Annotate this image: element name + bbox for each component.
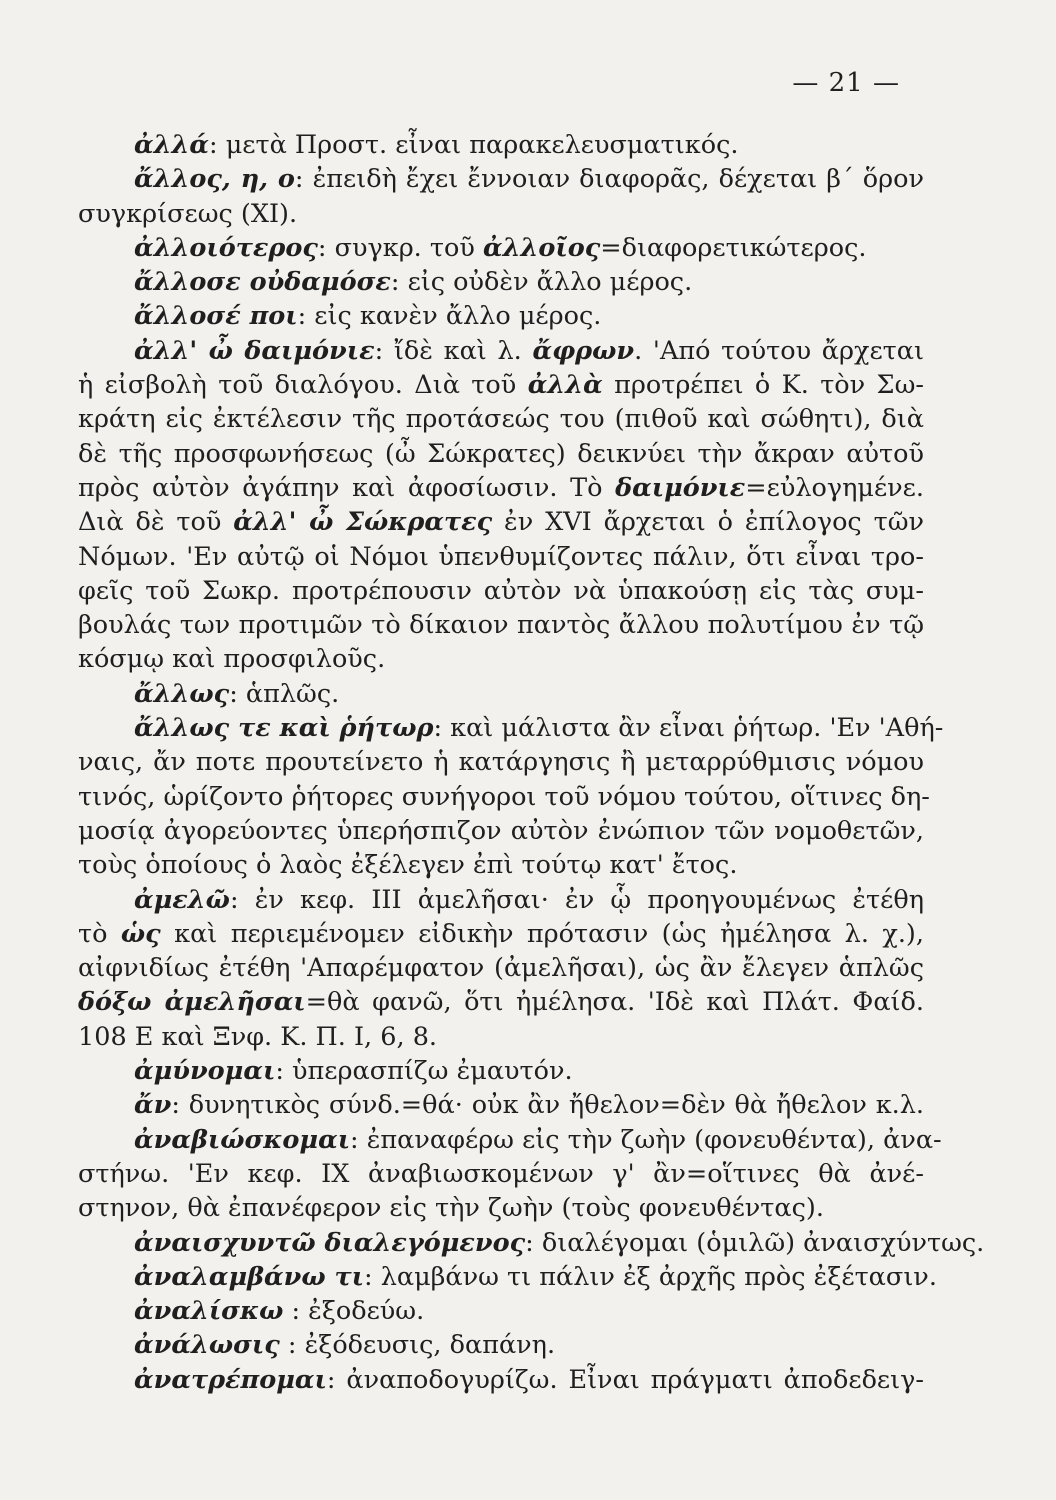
- definition-text: τὸ: [78, 918, 121, 949]
- definition-text: τοὺς ὁποίους ὁ λαὸς ἐξέλεγεν ἐπὶ τούτῳ κατ' ἔτος.: [78, 850, 738, 881]
- definition-text: : ἁπλῶς.: [229, 678, 340, 709]
- text-line: [78, 951, 924, 985]
- headword: ἀναισχυντῶ διαλεγόμενος: [134, 1227, 526, 1258]
- entry-line: [78, 162, 924, 196]
- entry-line: [78, 1294, 924, 1328]
- definition-text: =εὐλογημένε.: [745, 472, 924, 503]
- definition-text: : δυνητικὸς σύνδ.=θά· οὐκ ἂν ἤθελον=δὲν θὰ ἤθελον κ.λ.: [171, 1090, 924, 1121]
- entry-line: [78, 1054, 924, 1088]
- headword: ἄλλοσέ ποι: [134, 301, 298, 332]
- entry-line: [78, 1123, 942, 1157]
- entry-line: [78, 1260, 937, 1294]
- headword: ὡς: [120, 918, 161, 949]
- text-line: [78, 642, 924, 676]
- definition-text: κράτη εἰς ἐκτέλεσιν τῆς προτάσεώς του (πιθοῦ καὶ σώθητι), διὰ: [78, 404, 924, 435]
- definition-text: : διαλέγομαι (ὁμιλῶ) ἀναισχύντως.: [525, 1227, 985, 1258]
- text-line: [78, 368, 924, 402]
- text-line: [78, 437, 924, 471]
- headword: ἄλλοσε οὐδαμόσε: [134, 267, 391, 298]
- headword: ἄλλως: [134, 678, 230, 709]
- headword: ἀλλοῖος: [482, 232, 601, 263]
- headword: ἀλλά: [134, 130, 210, 160]
- text-line: [78, 608, 924, 642]
- definition-text: . 'Από τούτου ἄρχεται: [634, 335, 924, 366]
- page-number: — 21 —: [792, 68, 900, 98]
- definition-text: καὶ περιεμένομεν εἰδικὴν πρότασιν (ὡς ἠμέλησα λ. χ.),: [160, 918, 924, 949]
- definition-text: προτρέπει ὁ Κ. τὸν Σω-: [602, 370, 924, 401]
- headword: ἀλλ' ὦ δαιμόνιε: [134, 335, 375, 366]
- entry-line: [78, 265, 924, 299]
- text-line: [78, 540, 924, 574]
- glossary-text: [78, 128, 985, 1397]
- definition-text: : ἐν κεφ. ΙΙΙ ἀμελῆσαι· ἐν ᾧ προηγουμένως ἐτέθη: [229, 884, 924, 915]
- entry-line: [78, 883, 924, 917]
- headword: ἄλλως τε καὶ ῥήτωρ: [134, 713, 434, 744]
- definition-text: στήνω. 'Εν κεφ. ΙΧ ἀναβιωσκομένων γ' ἂν=οἵτινες θὰ ἀνέ-: [78, 1158, 924, 1189]
- text-line: [78, 745, 924, 779]
- definition-text: Νόμων. 'Εν αὐτῷ οἱ Νόμοι ὑπενθυμίζοντες πάλιν, ὅτι εἶναι τρο-: [78, 541, 924, 572]
- definition-text: : ἐπειδὴ ἔχει ἔννοιαν διαφορᾶς, δέχεται β΄ ὅρον: [294, 164, 924, 195]
- definition-text: Διὰ δὲ τοῦ: [78, 507, 234, 538]
- text-line: [78, 1157, 924, 1191]
- definition-text: : ἐξόδευσις, δαπάνη.: [279, 1330, 556, 1361]
- text-line: [78, 780, 930, 814]
- entry-line: [78, 1088, 924, 1122]
- definition-text: μοσίᾳ ἀγορεύοντες ὑπερήσπιζον αὐτὸν ἐνώπιον τῶν νομοθετῶν,: [78, 815, 924, 846]
- entry-line: [78, 334, 924, 368]
- headword: ἀνατρέπομαι: [134, 1364, 327, 1395]
- definition-text: συγκρίσεως (ΧΙ).: [78, 198, 298, 229]
- definition-text: φεῖς τοῦ Σωκρ. προτρέπουσιν αὐτὸν νὰ ὑπακούσῃ εἰς τὰς συμ-: [78, 575, 924, 606]
- definition-text: : ἐξοδεύω.: [283, 1296, 425, 1327]
- definition-text: δὲ τῆς προσφωνήσεως (ὦ Σώκρατες) δεικνύει τὴν ἄκραν αὐτοῦ: [78, 438, 924, 469]
- definition-text: : ἴδὲ καὶ λ.: [374, 335, 533, 366]
- definition-text: : ὑπερασπίζω ἐμαυτόν.: [275, 1056, 573, 1087]
- text-line: [78, 471, 924, 505]
- headword: ἀναβιώσκομαι: [134, 1124, 351, 1155]
- entry-line: [78, 677, 924, 711]
- headword: ἀλλοιότερος: [134, 232, 318, 263]
- entry-line: [78, 128, 924, 162]
- headword: ἀλλ' ὦ Σώκρατες: [233, 507, 493, 538]
- text-line: [78, 848, 924, 882]
- definition-text: : μετὰ Προστ. εἶναι παρακελευσματικός.: [209, 130, 739, 160]
- text-line: [78, 814, 924, 848]
- definition-text: : εἰς κανὲν ἄλλο μέρος.: [297, 301, 602, 332]
- headword: ἄν: [134, 1090, 172, 1121]
- text-line: [78, 1020, 924, 1054]
- definition-text: πρὸς αὐτὸν ἀγάπην καὶ ἀφοσίωσιν. Τὸ: [78, 472, 616, 503]
- definition-text: : ἐπαναφέρω εἰς τὴν ζωὴν (φονευθέντα), ἀνα-: [350, 1124, 942, 1155]
- definition-text: κόσμῳ καὶ προσφιλοῦς.: [78, 644, 386, 675]
- definition-text: 108 Ε καὶ Ξνφ. Κ. Π. Ι, 6, 8.: [78, 1021, 438, 1052]
- entry-line: [78, 1328, 924, 1362]
- text-line: [78, 985, 924, 1019]
- text-line: [78, 917, 924, 951]
- headword: ἀλλὰ: [527, 370, 603, 401]
- headword: ἀμελῶ: [134, 884, 230, 915]
- definition-text: : συγκρ. τοῦ: [317, 232, 483, 263]
- definition-text: =θὰ φανῶ, ὅτι ἠμέλησα. 'Ιδὲ καὶ Πλάτ. Φαίδ.: [305, 987, 924, 1018]
- headword: δόξω ἀμελῆσαι: [78, 987, 306, 1018]
- headword: ἀναλίσκω: [134, 1296, 284, 1327]
- definition-text: : εἰς οὐδὲν ἄλλο μέρος.: [390, 267, 693, 298]
- entry-line: [78, 299, 924, 333]
- text-line: [78, 402, 924, 436]
- definition-text: ἡ εἰσβολὴ τοῦ διαλόγου. Διὰ τοῦ: [78, 370, 528, 401]
- entry-line: [78, 711, 944, 745]
- text-line: [78, 1191, 924, 1225]
- definition-text: ναις, ἄν ποτε προυτείνετο ἡ κατάργησις ἢ μεταρρύθμισις νόμου: [78, 747, 924, 778]
- definition-text: αἰφνιδίως ἐτέθη 'Απαρέμφατον (ἀμελῆσαι), ὡς ἂν ἔλεγεν ἁπλῶς: [78, 953, 924, 984]
- headword: ἄλλος, η, ο: [134, 164, 295, 195]
- definition-text: βουλάς των προτιμῶν τὸ δίκαιον παντὸς ἄλλου πολυτίμου ἐν τῷ: [78, 610, 924, 641]
- headword: ἄφρων: [532, 335, 635, 366]
- entry-line: [78, 1363, 924, 1397]
- definition-text: στηνον, θὰ ἐπανέφερον εἰς τὴν ζωὴν (τοὺς φονευθέντας).: [78, 1193, 824, 1224]
- definition-text: : λαμβάνω τι πάλιν ἐξ ἀρχῆς πρὸς ἐξέτασιν.: [364, 1261, 937, 1292]
- definition-text: : ἀναποδογυρίζω. Εἶναι πράγματι ἀποδεδειγ-: [326, 1364, 924, 1395]
- headword: ἀναλαμβάνω τι: [134, 1261, 365, 1292]
- text-line: [78, 574, 924, 608]
- definition-text: =διαφορετικώτερος.: [600, 232, 867, 263]
- text-line: [78, 197, 924, 231]
- entry-line: [78, 1226, 985, 1260]
- headword: ἀμύνομαι: [134, 1056, 276, 1087]
- headword: ἀνάλωσις: [134, 1330, 280, 1361]
- entry-line: [78, 231, 924, 265]
- text-line: [78, 505, 924, 539]
- definition-text: ἐν XVI ἄρχεται ὁ ἐπίλογος τῶν: [492, 507, 924, 538]
- definition-text: : καὶ μάλιστα ἂν εἶναι ῥήτωρ. 'Εν 'Αθή-: [433, 713, 944, 744]
- headword: δαιμόνιε: [615, 472, 746, 503]
- definition-text: τινός, ὡρίζοντο ῥήτορες συνήγοροι τοῦ νόμου τούτου, οἵτινες δη-: [78, 781, 930, 812]
